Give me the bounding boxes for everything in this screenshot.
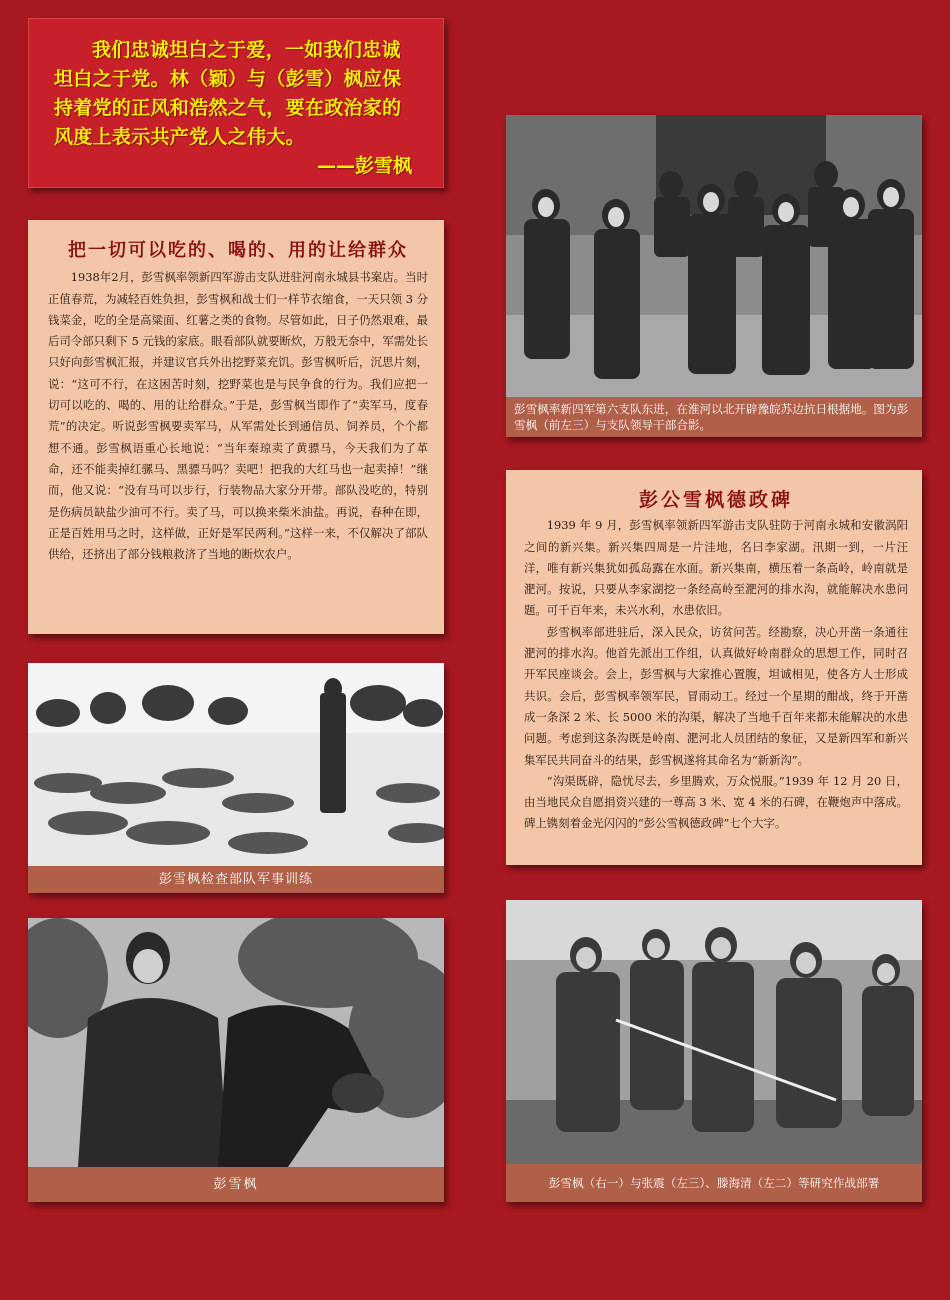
article-sell-horses (28, 220, 444, 634)
photo-card-planning (506, 900, 922, 1202)
quote-author: ——彭雪枫 (316, 155, 412, 177)
quote-panel (28, 18, 444, 188)
photo-card-group-portrait (506, 115, 922, 437)
photo-caption: 彭雪枫（右一）与张震（左三）、滕海清（左二）等研究作战部署 (506, 1164, 922, 1202)
article-stele (506, 470, 922, 865)
planning-photo (506, 900, 922, 1164)
photo-caption: 彭雪枫检查部队军事训练 (28, 866, 444, 893)
photo-caption: 彭雪枫 (28, 1167, 444, 1202)
article-paragraph: “沟渠既辟，隐忧尽去，乡里腾欢，万众悦服。”1939 年 12 月 20 日，由当地民众自愿捐资兴建的一尊高 3 米、宽 4 米的石碑，在鞭炮声中落成。碑上镌刻着金光闪闪的“彭公雪枫德政碑”七个大字。 (524, 773, 908, 831)
article-paragraph: 彭雪枫率部进驻后，深入民众，访贫问苦。经勘察，决心开凿一条通往淝河的排水沟。他首先派出工作组，认真做好岭南群众的思想工作，同时召开军民座谈会。会上，彭雪枫与大家推心置腹，坦诚相见，使各方人士形成共识。会后，彭雪枫率领军民，冒雨动工。经过一个星期的酣战，终于开凿成一条深 2 米、长 5000 米的沟渠，解决了当地千百年来都未能解决的水患问题。考虑到这条沟既是岭南、淝河北人员团结的象征，又是新四军和新兴集军民共同奋斗的结果，彭雪枫遂将其命名为“新新沟”。 (524, 624, 908, 767)
photo-card-horse (28, 918, 444, 1202)
article-title: 彭公雪枫德政碑 (638, 489, 793, 511)
horse-photo (28, 918, 444, 1167)
group-portrait-photo (506, 115, 922, 397)
quote-text: 我们忠诚坦白之于爱，一如我们忠诚坦白之于党。林（颖）与（彭雪）枫应保持着党的正风和浩然之气，要在政治家的风度上表示共产党人之伟大。 (54, 39, 402, 148)
article-title: 把一切可以吃的、喝的、用的让给群众 (68, 240, 408, 261)
article-paragraph: 1938年2月，彭雪枫率领新四军游击支队进驻河南永城县书案店。当时正值春荒，为减轻百姓负担，彭雪枫和战士们一样节衣缩食，一天只领 3 分钱菜金，吃的全是高粱面、红薯之类的食物。尽管如此，日子仍然艰难，最后司令部只剩下 5 元钱的家底。眼看部队就要断炊，万般无奈中，军需处长只好向彭雪枫汇报，并建议官兵外出挖野菜充饥。彭雪枫听后，沉思片刻，说：“这可不行，在这困苦时刻，挖野菜也是与民争食的行为。我们应把一切可以吃的、喝的、用的让给群众。”于是，彭雪枫当即作了“卖军马，度春荒”的决定。听说彭雪枫要卖军马，从军需处长到通信员、饲养员，个个都想不通。彭雪枫语重心长地说：“当年秦琼卖了黄骠马，今天我们为了革命，还不能卖掉红骡马、黑骠马吗？卖吧！把我的大红马也一起卖掉！”继而，他又说：“没有马可以步行，行装物品大家分开带。部队没吃的，特别是伤病员缺盐少油可不行。卖了马，可以换来柴米油盐。再说，春种在即，正是百姓用马之时，这样做，正好是军民两利。”这样一来，不仅解决了部队供给，还挤出了部分钱粮救济了当地的断炊农户。 (48, 270, 428, 562)
training-photo (28, 663, 444, 866)
photo-caption: 彭雪枫率新四军第六支队东进，在淮河以北开辟豫皖苏边抗日根据地。图为彭雪枫（前左三）与支队领导干部合影。 (506, 397, 922, 437)
photo-card-training (28, 663, 444, 893)
article-paragraph: 1939 年 9 月，彭雪枫率领新四军游击支队驻防于河南永城和安徽涡阳之间的新兴集。新兴集四周是一片洼地，名曰李家湖。汛期一到，一片汪洋，唯有新兴集犹如孤岛露在水面。新兴集南，横压着一条高岭，岭南就是淝河。按说，只要从李家湖挖一条经高岭至淝河的排水沟，就能解决水患问题。可千百年来，未兴水利，水患依旧。 (524, 518, 908, 618)
